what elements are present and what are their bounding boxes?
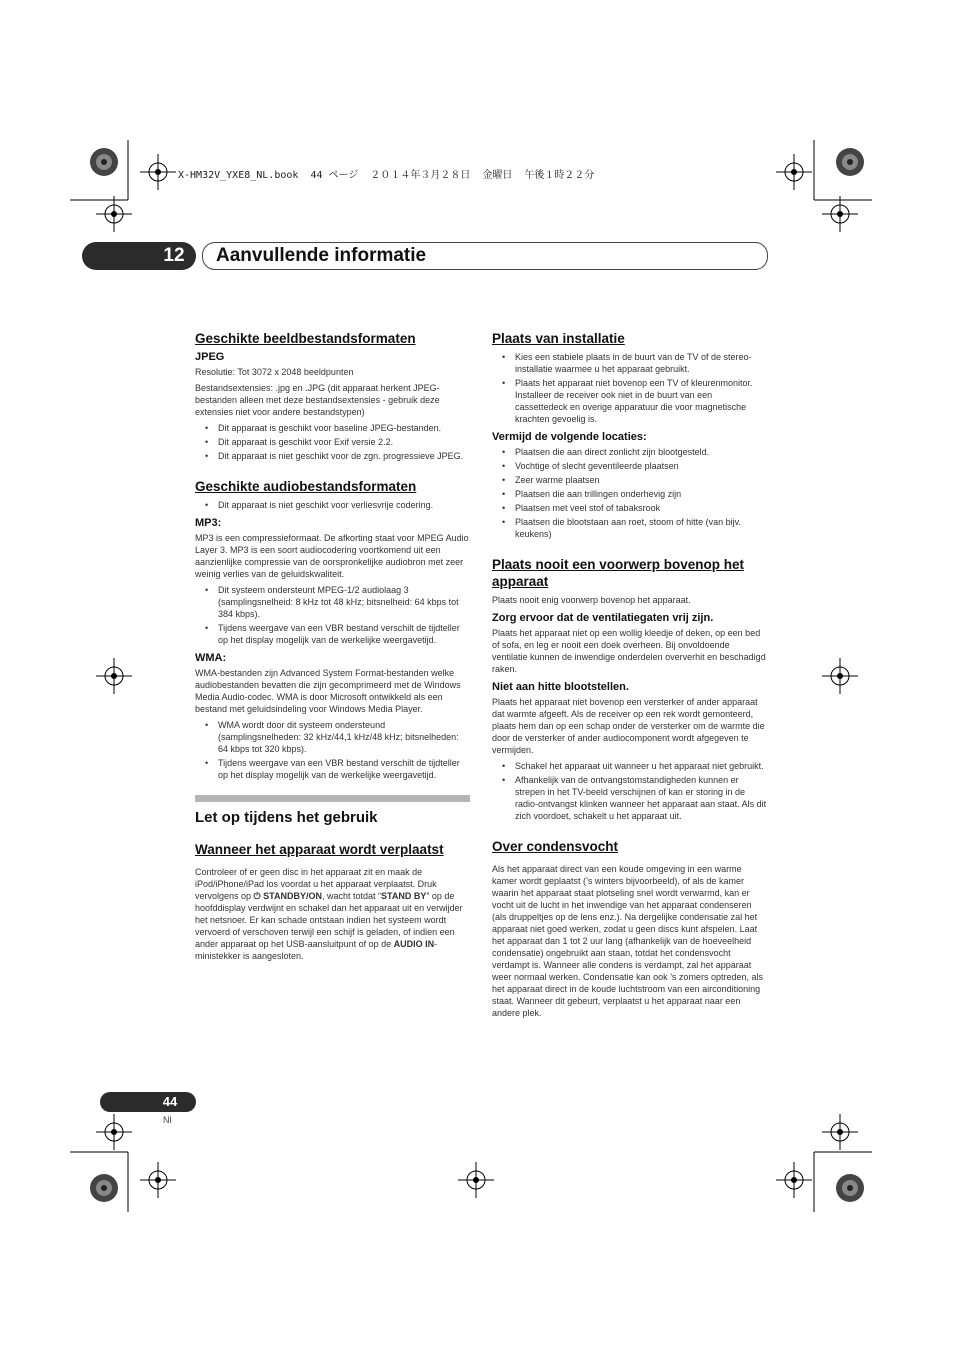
heading-audioformaten: Geschikte audiobestandsformaten [195, 479, 417, 494]
vermijd-list [492, 446, 767, 540]
list-item: • Plaatsen die aan direct zonlicht zijn blootgesteld. [515, 446, 767, 458]
standby-on-label: ⏻ STANDBY/ON [253, 891, 323, 901]
list-item: • Plaatsen die aan trillingen onderhevig zijn [515, 488, 767, 500]
list-item: • WMA wordt door dit systeem ondersteund (samplingsnelheden: 32 kHz/44,1 kHz/48 kHz; bitsnelheden: 64 kbps tot 320 kbps). [218, 719, 470, 755]
left-column [195, 330, 470, 966]
installatie-list [492, 351, 767, 425]
print-header: X-HM32V_YXE8_NL.book 44 ページ ２０１４年３月２８日 金曜日 午後１時２２分 [178, 170, 595, 181]
jpeg-list [195, 422, 470, 462]
list-item: • Afhankelijk van de ontvangstomstandigheden kunnen er strepen in het TV-beeld verschijnen of kan er storing in de radio-ontvangst klinken wanneer het apparaat aan staat. Als dit zich voordoet, schakelt u het apparaat uit. [515, 774, 767, 822]
list-item: • Dit systeem ondersteunt MPEG-1/2 audiolaag 3 (samplingsnelheid: 8 kHz tot 48 kHz; bitsnelheid: 64 kbps tot 384 kbps). [218, 584, 470, 620]
wma-label: WMA: [195, 652, 227, 664]
ventilatie-label: Zorg ervoor dat de ventilatiegaten vrij zijn. [492, 612, 714, 624]
list-item: • Kies een stabiele plaats in de buurt van de TV of de stereo-installatie waarmee u het apparaat gebruikt. [515, 351, 767, 375]
list-item: • Zeer warme plaatsen [515, 474, 767, 486]
condensvocht-text: Als het apparaat direct van een koude omgeving in een warme kamer wordt geplaatst (’s winters bijvoorbeeld), of als de kamer waarin het apparaat staat plotseling snel wordt verwarmd, kan er vocht uit de lucht in het inwendige van het apparaat condenseren (als druppeltjes op de lens enz.). Na dergelijke condensatie zal het apparaat niet goed werken, zodat u geen discs kunt afspelen. Laat het apparaat dan 1 tot 2 uur lang (afhankelijk van de hoeveelheid condensatie) ongebruikt aan staan, totdat het condensvocht verdampt is. Wanneer alle condens is verdampt, zal het apparaat weer normaal werken. Condensatie kan ook ’s zomers optreden, als het apparaat direct in de koude luchtstroom van een airconditioning staat. Wanneer dit gebeurt, verplaatst u het apparaat naar een andere plek. [492, 864, 763, 1018]
audio-in-label: AUDIO IN [393, 939, 435, 949]
list-item: • Plaats het apparaat niet bovenop een TV of kleurenmonitor. Installeer de receiver ook niet in de buurt van een cassettedeck en overige apparatuur die voor magnetische krachten gevoelig is. [515, 377, 767, 425]
hitte-text: Plaats het apparaat niet bovenop een versterker of ander apparaat dat warmte afgeeft. Als de receiver op een rek wordt gemonteerd, plaats hem dan op een schap onder de versterker om de warmte die door de versterker of ander audiocomponent wordt afgegeven te vermijden. [492, 697, 765, 755]
section-divider [195, 795, 470, 802]
mp3-label: MP3: [195, 517, 222, 529]
list-item: • Dit apparaat is niet geschikt voor verliesvrije codering. [218, 499, 470, 511]
mp3-text: MP3 is een compressieformaat. De afkorting staat voor MPEG Audio Layer 3. MP3 is een soort audiocodering voortkomend uit een aanzienlijke compressie van de oorspronkelijke audiobron met zeer weinig verlies van de geluidskwaliteit. [195, 533, 469, 579]
wma-text: WMA-bestanden zijn Advanced System Format-bestanden welke audiobestanden bevatten die zijn gecomprimeerd met de Windows Media Audio-codec. WMA is door Microsoft ontwikkeld als een bestand met geluidsindeling voor Windows Media Player. [195, 668, 461, 714]
section-title: Let op tijdens het gebruik [195, 809, 378, 826]
list-item: • Dit apparaat is niet geschikt voor de zgn. progressieve JPEG. [218, 450, 470, 462]
chapter-number: 12 [163, 245, 185, 266]
jpeg-resolution: Resolutie: Tot 3072 x 2048 beeldpunten [195, 367, 354, 377]
stand-by-label: STAND BY [381, 891, 427, 901]
verplaatsen-text: Controleer of er geen disc in het apparaat zit en maak de iPod/iPhone/iPad los voordat u het apparaat verplaatst. Druk vervolgens op ⏻ STANDBY/ON, wacht totdat “STAND BY” op de hoofddisplay verdwijnt en schakel dan het apparaat uit en verwijder het netsnoer. Er kan schade ontstaan indien het systeem wordt vervoerd of verschoven terwijl een schijf is geladen, of indien een ander apparaat op het USB-aansluitpunt of op de AUDIO IN-ministekker is aangesloten. [195, 867, 463, 961]
right-column [492, 330, 767, 1023]
mp3-list [195, 584, 470, 646]
jpeg-label: JPEG [195, 351, 225, 363]
jpeg-extensions: Bestandsextensies: .jpg en .JPG (dit apparaat herkent JPEG-bestanden alleen met deze bestandsextensies - gebruik deze extensies niet voor andere bestandstypen) [195, 383, 440, 417]
list-item: • Dit apparaat is geschikt voor Exif versie 2.2. [218, 436, 470, 448]
page-number: 44 [162, 1094, 178, 1109]
ventilatie-text: Plaats het apparaat niet op een wollig kleedje of deken, op een bed of sofa, en leg er nooit een doek overheen. Bij onvoldoende ventilatie kunnen de inwendige onderdelen oververhit en beschadigd raken. [492, 628, 766, 674]
list-item: • Dit apparaat is geschikt voor baseline JPEG-bestanden. [218, 422, 470, 434]
audio-list [195, 499, 470, 511]
chapter-title: Aanvullende informatie [216, 245, 427, 266]
heading-installatie: Plaats van installatie [492, 331, 625, 346]
heading-voorwerp: Plaats nooit een voorwerp bovenop het apparaat [492, 557, 745, 589]
page-language: Nl [163, 1115, 172, 1125]
wma-list [195, 719, 470, 781]
list-item: • Tijdens weergave van een VBR bestand verschilt de tijdteller op het display mogelijk van de werkelijke weergavetijd. [218, 757, 470, 781]
list-item: • Plaatsen met veel stof of tabaksrook [515, 502, 767, 514]
heading-condensvocht: Over condensvocht [492, 839, 619, 854]
voorwerp-intro: Plaats nooit enig voorwerp bovenop het apparaat. [492, 595, 691, 605]
voorwerp-list [492, 760, 767, 822]
list-item: • Plaatsen die blootstaan aan roet, stoom of hitte (van bijv. keukens) [515, 516, 767, 540]
heading-beeldformaten: Geschikte beeldbestandsformaten [195, 331, 416, 346]
heading-verplaatst: Wanneer het apparaat wordt verplaatst [195, 842, 444, 857]
list-item: • Vochtige of slecht geventileerde plaatsen [515, 460, 767, 472]
list-item: • Schakel het apparaat uit wanneer u het apparaat niet gebruikt. [515, 760, 767, 772]
vermijd-label: Vermijd de volgende locaties: [492, 431, 647, 443]
list-item: • Tijdens weergave van een VBR bestand verschilt de tijdteller op het display mogelijk van de werkelijke weergavetijd. [218, 622, 470, 646]
hitte-label: Niet aan hitte blootstellen. [492, 681, 629, 693]
